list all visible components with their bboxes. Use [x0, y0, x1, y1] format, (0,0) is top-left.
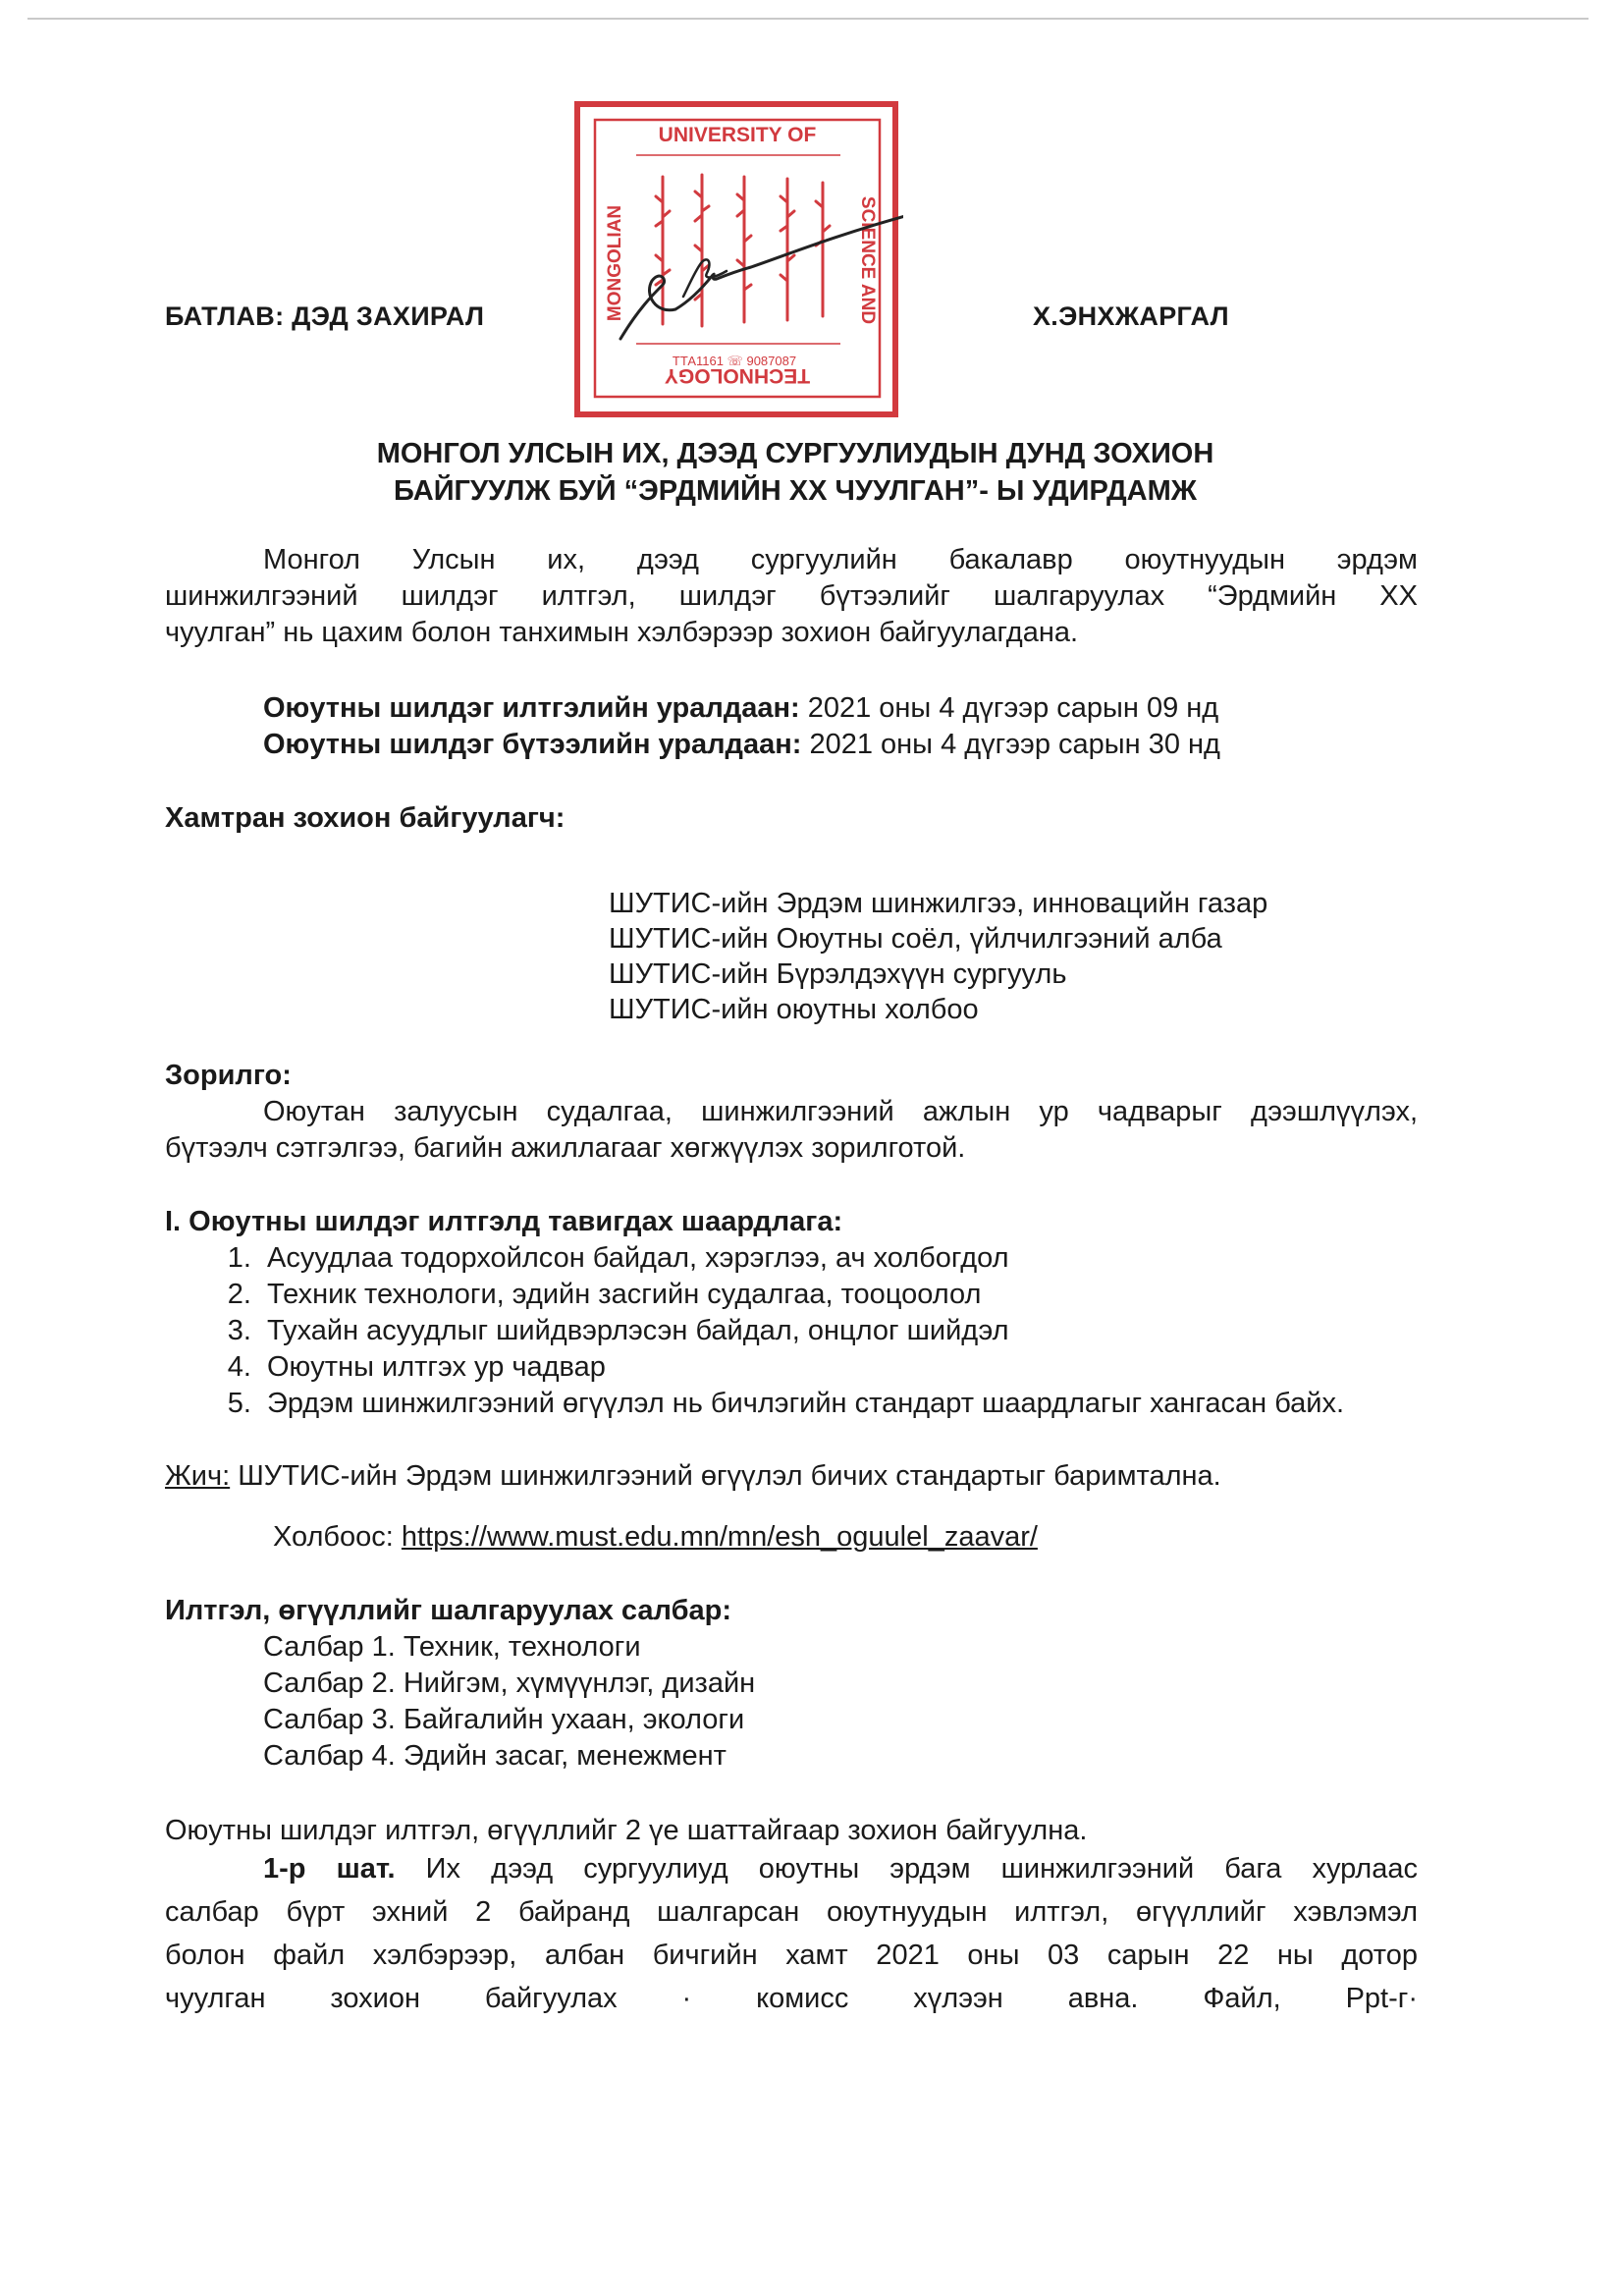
- co-organizer-item: ШУТИС-ийн Эрдэм шинжилгээ, инновацийн газар: [609, 888, 1268, 919]
- document-title-line1: МОНГОЛ УЛСЫН ИХ, ДЭЭД СУРГУУЛИУДЫН ДУНД ЗОХИОН: [376, 438, 1214, 469]
- svg-text:SCIENCE AND: SCIENCE AND: [857, 195, 878, 325]
- intro-line2: шинжилгээний шилдэг илтгэл, шилдэг бүтээлийг шалгаруулах “Эрдмийн ХХ: [165, 580, 1418, 612]
- requirement-item: 2. Техник технологи, эдийн засгийн судалгаа, тооцоолол: [259, 1277, 1512, 1313]
- contest-work-date: 2021 оны 4 дүгээр сарын 30 нд: [801, 729, 1220, 760]
- goal-heading: Зорилго:: [165, 1060, 292, 1091]
- university-stamp: [569, 98, 903, 422]
- branch-item: Салбар 4. Эдийн засаг, менежмент: [263, 1740, 727, 1772]
- requirements-heading: I. Оюутны шилдэг илтгэлд тавигдах шаардлага:: [165, 1206, 843, 1237]
- contest-work-label: Оюутны шилдэг бүтээлийн уралдаан:: [263, 729, 802, 760]
- intro-line3: чуулган” нь цахим болон танхимын хэлбэрээр зохион байгуулагдана.: [165, 617, 1079, 648]
- stamp-code-text: ТТА1161 ☏ 9087087: [672, 354, 797, 368]
- branches-list: [263, 1629, 755, 1775]
- contest-report-date: 2021 оны 4 дүгээр сарын 09 нд: [799, 692, 1219, 724]
- note-label: Жич:: [165, 1460, 231, 1492]
- stage1-paragraph: [165, 1847, 1418, 2020]
- intro-line1: Монгол Улсын их, дээд сургуулийн бакалавр оюутнуудын эрдэм: [263, 544, 1418, 575]
- contest-work: [263, 727, 1516, 763]
- goal-line1: Оюутан залуусын судалгаа, шинжилгээний ажлын ур чадварыг дээшлүүлэх,: [263, 1096, 1418, 1127]
- stage1-line4: чуулган зохион байгуулах · комисс хүлээн авна. Файл, Ppt-г·: [165, 1983, 1418, 2014]
- svg-text:TECHNOLOGY: TECHNOLOGY: [664, 364, 811, 387]
- svg-text:MONGOLIAN: MONGOLIAN: [605, 204, 625, 322]
- requirement-item: 5. Эрдэм шинжилгээний өгүүлэл нь бичлэгийн стандарт шаардлагыг хангасан байх.: [259, 1386, 1512, 1422]
- svg-text:UNIVERSITY OF: UNIVERSITY OF: [658, 124, 817, 146]
- stages-intro: Оюутны шилдэг илтгэл, өгүүллийг 2 үе шаттайгаар зохион байгуулна.: [165, 1815, 1088, 1846]
- co-organizer-item: ШУТИС-ийн Оюутны соёл, үйлчилгээний алба: [609, 923, 1222, 955]
- approver-name: Х.ЭНХЖАРГАЛ: [1033, 301, 1229, 331]
- requirements-note: [165, 1458, 1418, 1495]
- standard-guide-link[interactable]: https://www.must.edu.mn/mn/esh_oguulel_zaavar/: [401, 1521, 1038, 1553]
- requirement-item: 3. Тухайн асуудлыг шийдвэрлэсэн байдал, онцлог шийдэл: [259, 1313, 1512, 1349]
- branch-item: Салбар 3. Байгалийн ухаан, экологи: [263, 1704, 745, 1735]
- contest-report: [263, 690, 1516, 727]
- document-title-line2: БАЙГУУЛЖ БУЙ “ЭРДМИЙН ХХ ЧУУЛГАН”- Ы УДИРДАМЖ: [394, 475, 1197, 507]
- scan-top-edge: [27, 18, 1589, 20]
- note-text: ШУТИС-ийн Эрдэм шинжилгээний өгүүлэл бичих стандартыг баримтална.: [230, 1460, 1221, 1492]
- contest-dates: [263, 690, 1516, 763]
- co-organizers-list: [609, 886, 1267, 1027]
- requirement-item: 1. Асуудлаа тодорхойлсон байдал, хэрэглээ, ач холбогдол: [259, 1240, 1512, 1277]
- reference-link-row: [273, 1519, 1526, 1556]
- branch-item: Салбар 1. Техник, технологи: [263, 1631, 641, 1663]
- goal-paragraph: [165, 1094, 1418, 1167]
- stage1-label: 1-р шат.: [263, 1853, 396, 1885]
- approve-label: БАТЛАВ: ДЭД ЗАХИРАЛ: [165, 301, 485, 331]
- branch-item: Салбар 2. Нийгэм, хүмүүнлэг, дизайн: [263, 1667, 756, 1699]
- co-organizer-item: ШУТИС-ийн Бүрэлдэхүүн сургууль: [609, 958, 1067, 990]
- goal-line2: бүтээлч сэтгэлгээ, багийн ажиллагааг хөгжүүлэх зорилготой.: [165, 1132, 966, 1164]
- stage1-text1: Их дээд сургуулиуд оюутны эрдэм шинжилгээний бага хурлаас: [395, 1853, 1418, 1885]
- requirements-list: [165, 1240, 1512, 1422]
- stage1-line3: болон файл хэлбэрээр, албан бичгийн хамт 2021 оны 03 сарын 22 ны дотор: [165, 1940, 1418, 1971]
- link-label: Холбоос:: [273, 1521, 402, 1553]
- intro-paragraph: [165, 542, 1418, 651]
- stage1-line2: салбар бүрт эхний 2 байранд шалгарсан оюутнуудын илтгэл, өгүүллийг хэвлэмэл: [165, 1896, 1418, 1928]
- contest-report-label: Оюутны шилдэг илтгэлийн уралдаан:: [263, 692, 800, 724]
- co-organizer-item: ШУТИС-ийн оюутны холбоо: [609, 994, 979, 1025]
- requirement-item: 4. Оюутны илтгэх ур чадвар: [259, 1349, 1512, 1386]
- stage1-line1: [165, 1847, 1418, 1890]
- branches-heading: Илтгэл, өгүүллийг шалгаруулах салбар:: [165, 1595, 731, 1626]
- co-organizers-heading: Хамтран зохион байгуулагч:: [165, 802, 566, 834]
